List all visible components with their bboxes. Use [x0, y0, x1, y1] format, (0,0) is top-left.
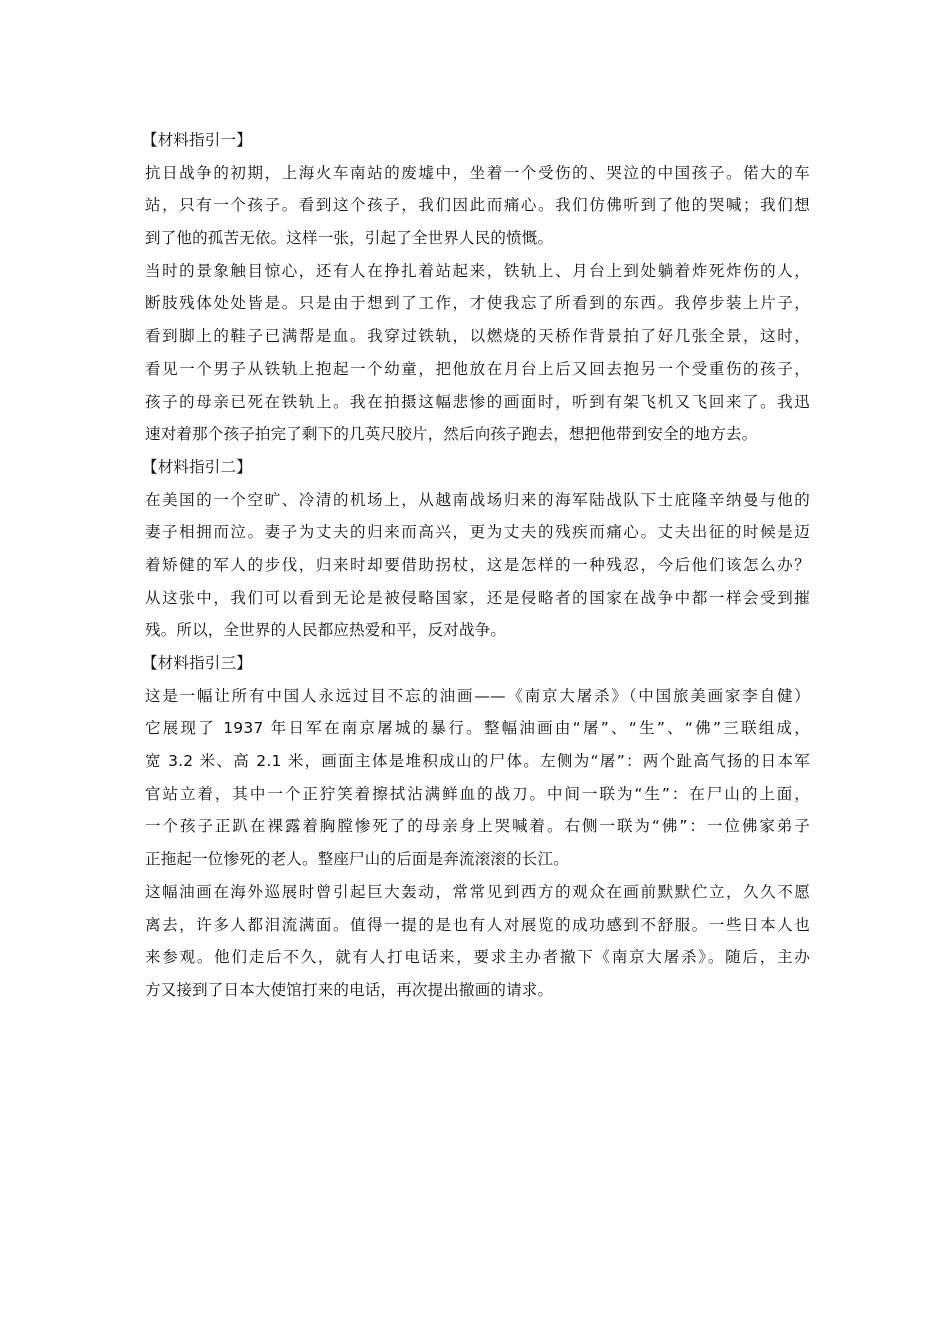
text-line: 孩子的母亲已死在铁轨上。我在拍摄这幅悲惨的画面时，听到有架飞机又飞回来了。我迅	[145, 392, 810, 411]
text-line: 这是一幅让所有中国人永远过目不忘的油画——《南京大屠杀》（中国旅美画家李自健）	[145, 686, 810, 705]
text-line: 在美国的一个空旷、冷清的机场上，从越南战场归来的海军陆战队下士庇隆辛纳曼与他的	[145, 490, 810, 509]
text-line: 着矫健的军人的步伐，归来时却要借助拐杖，这是怎样的一种残忍，今后他们该怎么办？	[145, 555, 810, 574]
section-heading-3: 【材料指引三】	[142, 654, 252, 672]
paragraph-1-2	[145, 255, 810, 451]
paragraph-3-2	[145, 876, 810, 1007]
text-line: 当时的景象触目惊心，还有人在挣扎着站起来，铁轨上、月台上到处躺着炸死炸伤的人，	[145, 261, 810, 280]
section-heading-2: 【材料指引二】	[142, 457, 252, 476]
text-line: 来参观。他们走后不久，就有人打电话来，要求主办者撤下《南京大屠杀》。随后，主办	[145, 948, 810, 967]
text-line: 抗日战争的初期，上海火车南站的废墟中，坐着一个受伤的、哭泣的中国孩子。偌大的车	[145, 163, 810, 182]
section-heading-1: 【材料指引一】	[142, 131, 252, 149]
text-line: 妻子相拥而泣。妻子为丈夫的归来而高兴，更为丈夫的残疾而痛心。丈夫出征的时候是迈	[145, 523, 810, 542]
text-line: 看到脚上的鞋子已满帮是血。我穿过铁轨，以燃烧的天桥作背景拍了好几张全景，这时，	[145, 327, 810, 346]
text-line: 残。所以，全世界的人民都应热爱和平，反对战争。	[145, 621, 507, 640]
paragraph-2-1	[145, 484, 810, 647]
paragraph-1-1	[145, 157, 810, 255]
text-line: 官站立着，其中一个正狞笑着擦拭沾满鲜血的战刀。中间一联为“生”：在尸山的上面，	[145, 784, 810, 803]
text-line: 方又接到了日本大使馆打来的电话，再次提出撤画的请求。	[145, 980, 554, 999]
text-line: 断肢残体处处皆是。只是由于想到了工作，才使我忘了所看到的东西。我停步装上片子，	[145, 294, 810, 313]
paragraph-3-1	[145, 680, 810, 876]
text-line: 从这张中，我们可以看到无论是被侵略国家，还是侵略者的国家在战争中都一样会受到摧	[145, 588, 810, 607]
text-line: 它展现了 1937 年日军在南京屠城的暴行。整幅油画由“屠”、“生”、“佛”三联组成，	[145, 719, 810, 738]
text-line: 速对着那个孩子拍完了剩下的几英尺胶片，然后向孩子跑去，想把他带到安全的地方去。	[145, 425, 758, 444]
text-line: 离去，许多人都泪流满面。值得一提的是也有人对展览的成功感到不舒服。一些日本人也	[145, 915, 810, 934]
text-line: 站，只有一个孩子。看到这个孩子，我们因此而痛心。我们仿佛听到了他的哭喊；我们想	[145, 196, 810, 215]
text-line: 看见一个男子从铁轨上抱起一个幼童，把他放在月台上后又回去抱另一个受重伤的孩子，	[145, 359, 810, 378]
text-line: 宽 3.2 米、高 2.1 米，画面主体是堆积成山的尸体。左侧为“屠”：两个趾高气扬的日本军	[145, 752, 810, 771]
document-body	[142, 124, 810, 1007]
text-line: 到了他的孤苦无依。这样一张，引起了全世界人民的愤慨。	[145, 229, 554, 248]
text-line: 正拖起一位惨死的老人。整座尸山的后面是奔流滚滚的长江。	[145, 850, 569, 869]
text-line: 一个孩子正趴在裸露着胸膛惨死了的母亲身上哭喊着。右侧一联为“佛”：一位佛家弟子	[145, 817, 810, 836]
text-line: 这幅油画在海外巡展时曾引起巨大轰动，常常见到西方的观众在画前默默伫立，久久不愿	[145, 882, 810, 901]
